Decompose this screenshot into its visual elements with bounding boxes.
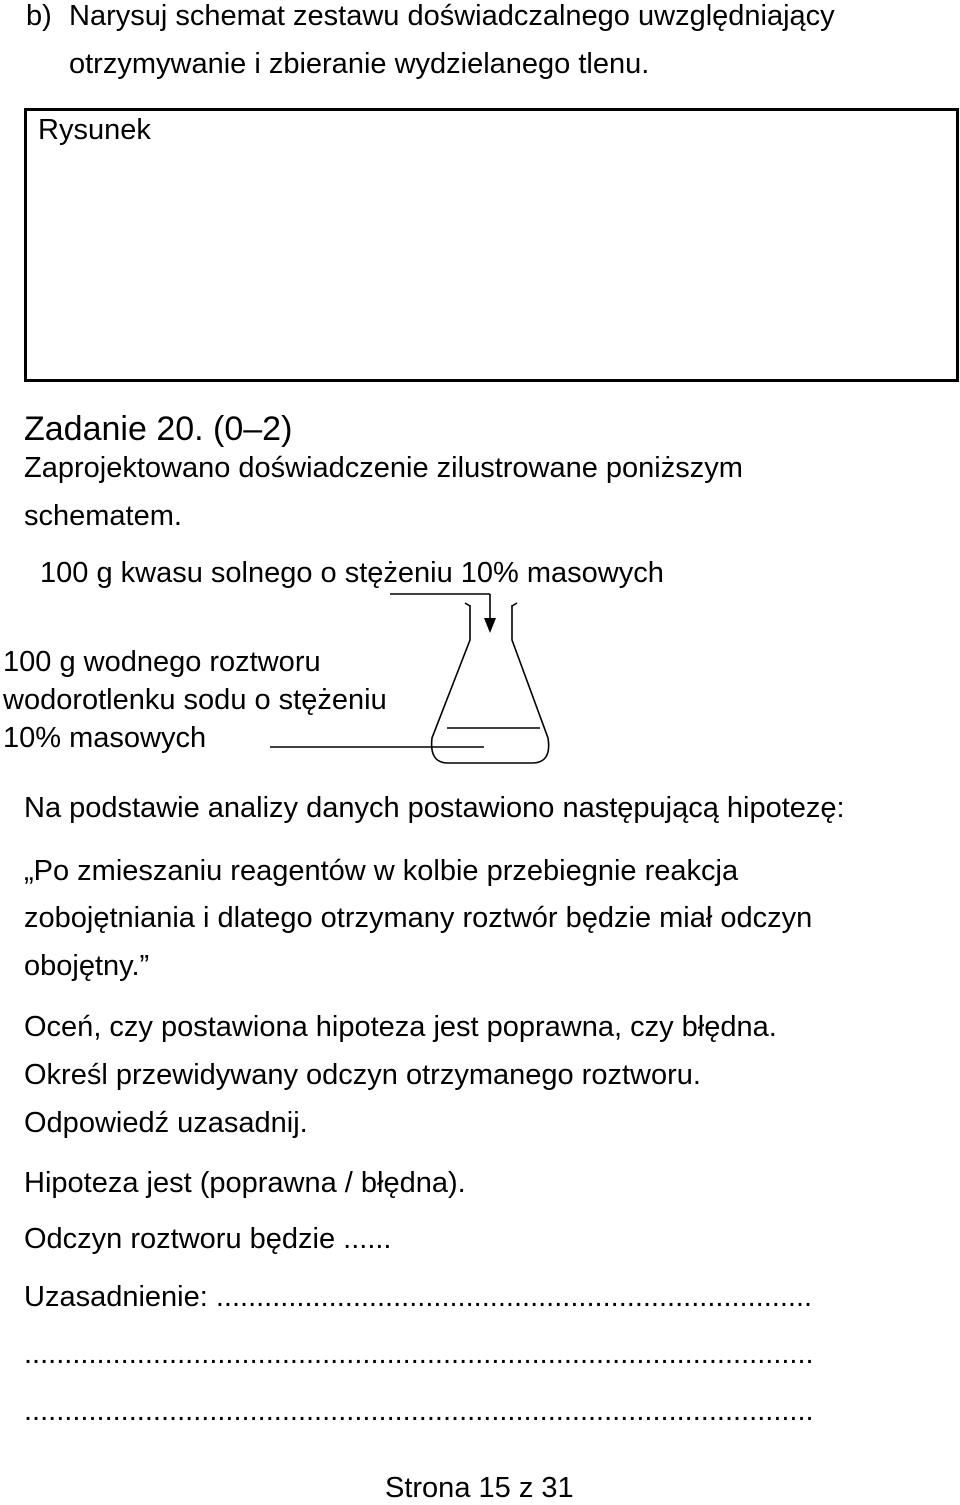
task-intro-line1: Zaprojektowano doświadczenie zilustrowane poniższym — [24, 452, 743, 484]
justification-label: Uzasadnienie: — [24, 1281, 216, 1313]
base-label-line2: wodorotlenku sodu o stężeniu — [3, 684, 387, 716]
base-label-line1: 100 g wodnego roztworu — [3, 646, 321, 678]
flask-lip-right — [512, 603, 517, 606]
instruction-line2: Określ przewidywany odczyn otrzymanego roztworu. — [24, 1059, 701, 1091]
drawing-box-label: Rysunek — [38, 114, 151, 146]
answer-hypothesis[interactable]: Hipoteza jest (poprawna / błędna). — [24, 1167, 466, 1199]
hypothesis-quote-line3: obojętny.” — [24, 950, 150, 982]
hypothesis-quote-line1: „Po zmieszaniu reagentów w kolbie przebiegnie reakcja — [24, 855, 739, 887]
task-intro-line2: schematem. — [24, 500, 182, 532]
part-b-marker: b) — [26, 0, 52, 32]
instruction-line1: Oceń, czy postawiona hipoteza jest poprawna, czy błędna. — [24, 1011, 777, 1043]
instruction-line3: Odpowiedź uzasadnij. — [24, 1107, 308, 1139]
hypothesis-quote-line2: zobojętniania i dlatego otrzymany roztwór będzie miał odczyn — [24, 902, 813, 934]
acid-label: 100 g kwasu solnego o stężeniu 10% masowych — [40, 557, 664, 589]
part-b-instruction-line2: otrzymywanie i zbieranie wydzielanego tlenu. — [69, 48, 650, 80]
base-label-line3: 10% masowych — [3, 722, 207, 754]
answer-dots-line2[interactable]: .................................................................................................. — [24, 1338, 814, 1370]
task-title: Zadanie 20. (0–2) — [24, 410, 293, 448]
hypothesis-intro: Na podstawie analizy danych postawiono następującą hipotezę: — [24, 792, 845, 824]
justification-dots: .......................................................................... — [215, 1281, 813, 1313]
answer-reaction[interactable]: Odczyn roztworu będzie ...... — [24, 1223, 392, 1255]
part-b-instruction-line1: Narysuj schemat zestawu doświadczalnego uwzględniający — [69, 0, 835, 32]
acid-arrow-head — [484, 618, 496, 633]
page-number: Strona 15 z 31 — [385, 1472, 574, 1504]
answer-dots-line3[interactable]: .................................................................................................. — [24, 1395, 814, 1427]
answer-justification-line1[interactable] — [24, 1283, 812, 1312]
flask-lip-left — [465, 603, 470, 606]
